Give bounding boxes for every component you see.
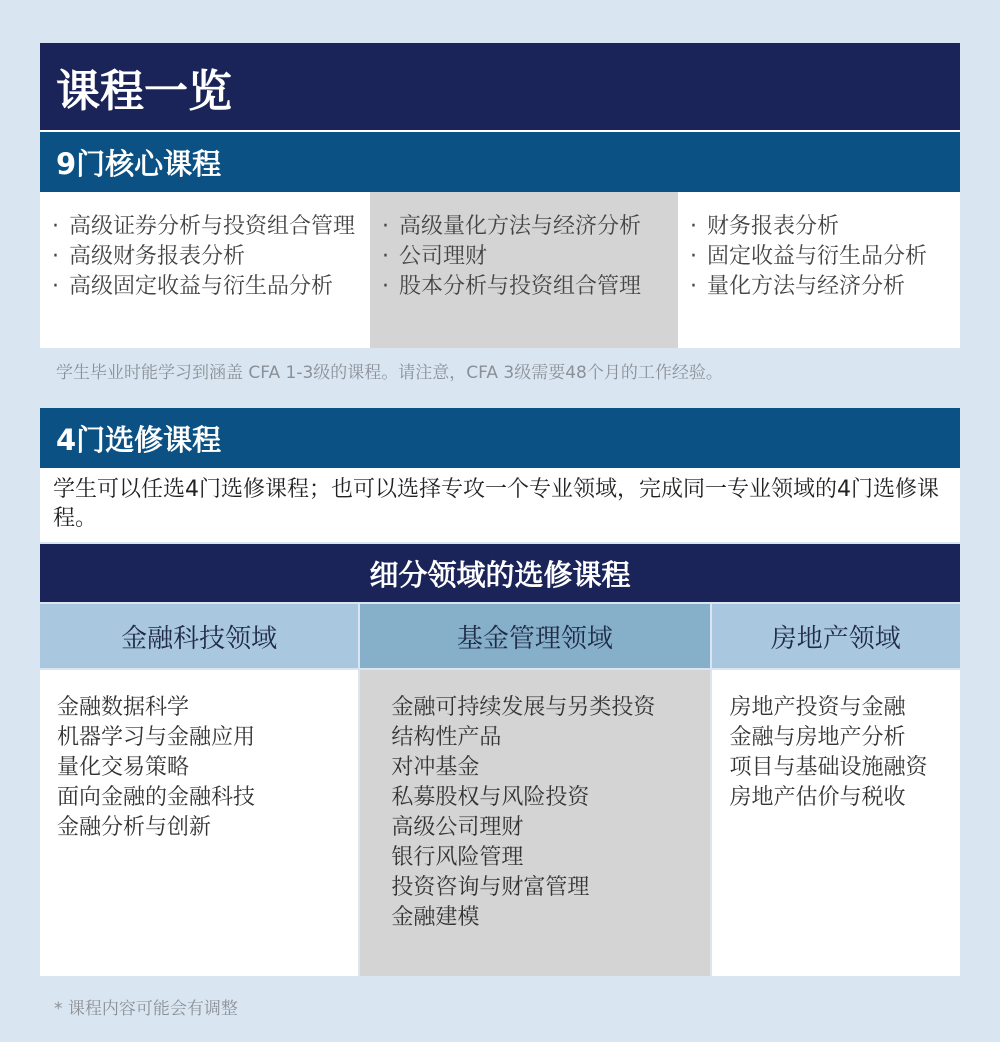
list-item: 银行风险管理 — [391, 845, 524, 870]
core-course-item — [52, 272, 362, 302]
core-column-3 — [678, 192, 960, 348]
elective-fields-heading: 细分领域的选修课程 — [40, 542, 960, 602]
core-course-item — [690, 212, 952, 242]
core-course-label: 量化方法与经济分析 — [707, 274, 906, 299]
bullet-icon: · — [382, 274, 389, 299]
elective-courses-heading: 4门选修课程 — [40, 408, 960, 468]
list-item: 金融建模 — [391, 905, 480, 930]
list-item: 金融数据科学 — [57, 695, 190, 720]
bullet-icon: · — [382, 244, 389, 269]
core-course-item — [382, 242, 670, 272]
footnote: * 课程内容可能会有调整 — [54, 999, 238, 1019]
field-heading: 基金管理领域 — [360, 602, 709, 668]
list-item: 项目与基础设施融资 — [729, 755, 928, 780]
elective-fields-grid — [40, 602, 960, 976]
bullet-icon: · — [52, 274, 59, 299]
core-course-label: 高级量化方法与经济分析 — [399, 214, 642, 239]
list-item: 结构性产品 — [391, 725, 502, 750]
course-overview — [40, 43, 960, 1019]
list-item: 量化交易策略 — [57, 755, 190, 780]
core-course-label: 股本分析与投资组合管理 — [399, 274, 642, 299]
bullet-icon: · — [690, 214, 697, 239]
core-course-item — [52, 212, 362, 242]
core-course-label: 财务报表分析 — [707, 214, 840, 239]
bullet-icon: · — [382, 214, 389, 239]
cfa-note: 学生毕业时能学习到涵盖 CFA 1-3级的课程。请注意，CFA 3级需要48个月的工作经验。 — [56, 363, 723, 383]
list-item: 房地产估价与税收 — [729, 785, 906, 810]
elective-description: 学生可以任选4门选修课程；也可以选择专攻一个专业领域，完成同一专业领域的4门选修课程。 — [40, 470, 960, 542]
core-course-item — [52, 242, 362, 272]
list-item: 高级公司理财 — [391, 815, 524, 840]
core-course-label: 公司理财 — [399, 244, 488, 269]
list-item: 投资咨询与财富管理 — [391, 875, 590, 900]
bullet-icon: · — [690, 274, 697, 299]
field-course-list — [712, 670, 960, 976]
core-courses-grid — [40, 192, 960, 348]
field-heading: 金融科技领域 — [40, 602, 358, 668]
core-course-label: 高级固定收益与衍生品分析 — [69, 274, 334, 299]
list-item: 对冲基金 — [391, 755, 480, 780]
field-fintech — [40, 602, 358, 976]
list-item: 金融可持续发展与另类投资 — [391, 695, 656, 720]
core-course-label: 高级财务报表分析 — [69, 244, 246, 269]
core-column-2 — [370, 192, 678, 348]
list-item: 金融分析与创新 — [57, 815, 212, 840]
core-course-item — [382, 272, 670, 302]
core-column-1 — [40, 192, 370, 348]
core-course-item — [382, 212, 670, 242]
field-real-estate — [712, 602, 960, 976]
list-item: 面向金融的金融科技 — [57, 785, 256, 810]
list-item: 机器学习与金融应用 — [57, 725, 256, 750]
bullet-icon: · — [690, 244, 697, 269]
bullet-icon: · — [52, 214, 59, 239]
field-course-list — [40, 670, 358, 976]
core-course-label: 高级证券分析与投资组合管理 — [69, 214, 356, 239]
field-course-list — [360, 670, 709, 976]
core-course-item — [690, 272, 952, 302]
core-course-item — [690, 242, 952, 272]
list-item: 金融与房地产分析 — [729, 725, 906, 750]
field-fund-management — [360, 602, 709, 976]
field-heading: 房地产领域 — [712, 602, 960, 668]
bullet-icon: · — [52, 244, 59, 269]
list-item: 私募股权与风险投资 — [391, 785, 590, 810]
page-title: 课程一览 — [40, 43, 960, 130]
list-item: 房地产投资与金融 — [729, 695, 906, 720]
core-course-label: 固定收益与衍生品分析 — [707, 244, 928, 269]
core-courses-heading: 9门核心课程 — [40, 132, 960, 192]
